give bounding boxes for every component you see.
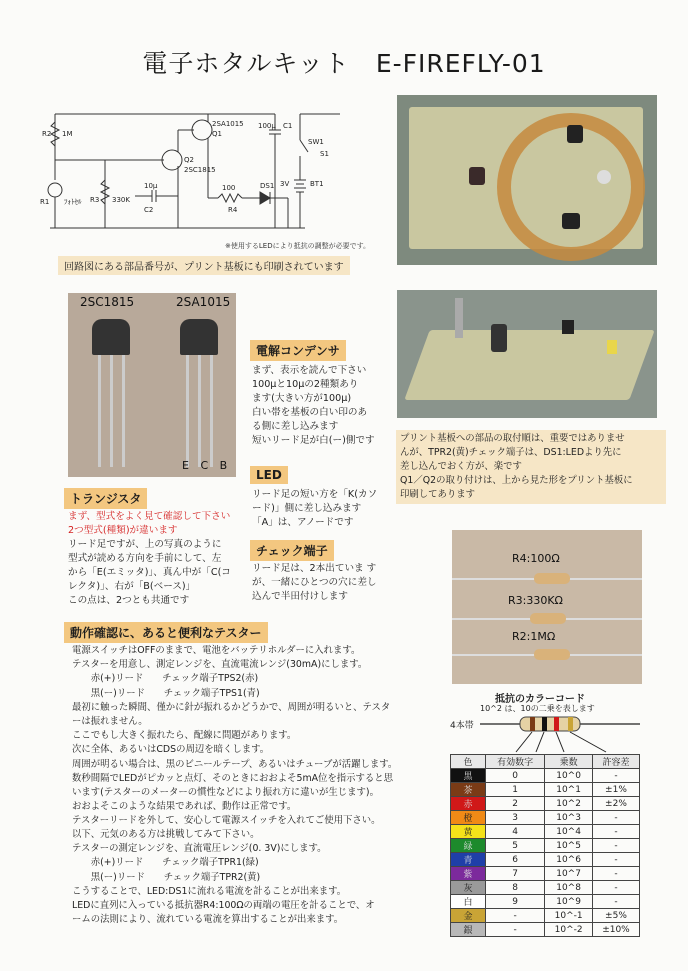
color-name-cell: 緑 (451, 839, 486, 853)
label-r3-value: 330K (112, 196, 130, 204)
tolerance-cell: - (592, 811, 639, 825)
page-title: 電子ホタルキット E-FIREFLY-01 (142, 49, 546, 78)
tester-text-2: 以下、元気のある方は挑戦してみて下さい。 テスターの測定レンジを、直流電圧レンジ(0. 3V)にします。 赤(+)リード チェック端子TPR1(緑) 黒(ー)リード チェック端子TPR2(黄) こうすることで、LED:DS1に流れる電流を計ることが出来ます。 LEDに直列に入っている抵抗器R4:100Ωの両端の電圧を計ることで、オ ームの法則により、流れている電流を算出することが出来ます。 (72, 829, 375, 926)
tolerance-cell: - (592, 881, 639, 895)
digit-cell: - (486, 923, 545, 937)
color-name-cell: 灰 (451, 881, 486, 895)
label-q2: Q2 (184, 156, 194, 164)
color-code-row (451, 797, 640, 811)
color-code-rows (451, 769, 640, 937)
led-heading: LED (250, 466, 288, 484)
label-q1-part: 2SA1015 (212, 120, 244, 128)
electrolytic-text: まず、表示を読んで下さい 100μと10μの2種類あり ます(大きい方が100μ) 白い帯を基板の白い印のあ る側に差し込みます 短いリード足が白(ー)側です (252, 365, 375, 446)
label-r4-value: 100 (222, 184, 236, 192)
digit-cell: 3 (486, 811, 545, 825)
color-name-cell: 紫 (451, 867, 486, 881)
tolerance-cell: - (592, 867, 639, 881)
transistor-heading: トランジスタ (64, 488, 147, 509)
tolerance-cell: ±10% (592, 923, 639, 937)
color-name-cell: 黒 (451, 769, 486, 783)
tolerance-cell: - (592, 769, 639, 783)
color-code-row (451, 825, 640, 839)
color-name-cell: 銀 (451, 923, 486, 937)
circuit-schematic (40, 100, 370, 250)
resistor-photo (452, 530, 642, 684)
transistor-photo (68, 293, 236, 477)
color-name-cell: 青 (451, 853, 486, 867)
label-ds1: DS1 (260, 182, 275, 190)
digit-cell: 1 (486, 783, 545, 797)
label-s1: S1 (320, 150, 329, 158)
color-code-row (451, 783, 640, 797)
color-code-row (451, 909, 640, 923)
digit-cell: 5 (486, 839, 545, 853)
resistor-band-diagram (480, 712, 640, 756)
digit-cell: 6 (486, 853, 545, 867)
board-caption: プリント基板への部品の取付順は、重要ではありませ んが、TPR2(黄)チェック端子は、DS1:LEDより先に 差し込んでおく方が、楽です Q1／Q2の取り付けは、上から見た形をプリント基板に 印刷してあります (396, 430, 666, 504)
tolerance-cell: ±5% (592, 909, 639, 923)
label-r3: R3 (90, 196, 100, 204)
label-r2-value: 1M (62, 130, 73, 138)
tester-text-1: 電源スイッチはOFFのままで、電池をバッテリホルダーに入れます。 テスターを用意し、測定レンジを、直流電流レンジ(30mA)にします。 赤(+)リード チェック端子TPS2(赤) 黒(ー)リード チェック端子TPS1(青) 最初に触った瞬間、僅かに針が振れるかどうかで、周囲が明るいと、テスタ ーは振れません。 ここでもし大きく振れたら、配線に問題があります。 次に全体、あるいはCDSの周辺を暗くします。 周囲が明るい場合は、黒のビニールテープ、あるいはチューブが活躍します。 数秒間隔でLEDがピカッと点灯、そのときにおおよそ5mA位を指示すると思 います(テスターのメーターの慣性などにより振れ方に違いが生じます)。 おおよそこのような結果であれば、動作は正常です。 テスターリードを外して、安心して電源スイッチを入れてご使用下さい。 (72, 645, 398, 827)
multiplier-cell: 10^1 (545, 783, 593, 797)
multiplier-cell: 10^0 (545, 769, 593, 783)
color-code-row (451, 881, 640, 895)
label-c2-value: 10μ (144, 182, 158, 190)
label-r1: R1 (40, 198, 50, 206)
label-q2-part: 2SC1815 (184, 166, 216, 174)
label-sw1: SW1 (308, 138, 324, 146)
check-terminal-text: リード足は、2本出ていま す が、一緒にひとつの穴に差し 込んで半田付けします (252, 563, 377, 602)
transistor-warning: まず、型式をよく見て確認して下さい 2つ型式(種類)が違います (68, 511, 231, 536)
transistor-pin-labels: E C B (182, 459, 232, 472)
label-c2: C2 (144, 206, 154, 214)
color-name-cell: 黄 (451, 825, 486, 839)
tolerance-cell: - (592, 895, 639, 909)
multiplier-cell: 10^7 (545, 867, 593, 881)
label-bt1-value: 3V (280, 180, 290, 188)
transistor-text: リード足ですが、上の写真のように 型式が読める方向を手前にして、左 から「E(エミッタ)」、真ん中が「C(コ レクタ)」、右が「B(ベース)」 この点は、2つとも共通です (68, 539, 231, 606)
label-bt1: BT1 (310, 180, 324, 188)
label-q1: Q1 (212, 130, 222, 138)
multiplier-cell: 10^8 (545, 881, 593, 895)
resistor-r3-label: R3:330KΩ (508, 594, 563, 607)
digit-cell: 8 (486, 881, 545, 895)
header-color: 色 (451, 755, 486, 769)
color-code-row (451, 867, 640, 881)
color-code-row (451, 923, 640, 937)
tolerance-cell: - (592, 853, 639, 867)
multiplier-cell: 10^9 (545, 895, 593, 909)
color-code-row (451, 895, 640, 909)
tolerance-cell: ±1% (592, 783, 639, 797)
color-code-row (451, 811, 640, 825)
pcb-top-photo (397, 95, 657, 265)
color-code-row (451, 839, 640, 853)
digit-cell: 2 (486, 797, 545, 811)
multiplier-cell: 10^-1 (545, 909, 593, 923)
tester-heading: 動作確認に、あると便利なテスター (64, 622, 268, 643)
resistor-r2-label: R2:1MΩ (512, 630, 556, 643)
header-tolerance: 許容差 (592, 755, 639, 769)
tolerance-cell: - (592, 825, 639, 839)
label-r2: R2 (42, 130, 52, 138)
color-code-row (451, 853, 640, 867)
transistor-left-label: 2SC1815 (80, 295, 135, 309)
color-name-cell: 茶 (451, 783, 486, 797)
color-name-cell: 金 (451, 909, 486, 923)
color-code-title: 抵抗のカラーコード (495, 694, 585, 705)
label-r4: R4 (228, 206, 238, 214)
multiplier-cell: 10^6 (545, 853, 593, 867)
label-c1: C1 (283, 122, 293, 130)
tolerance-cell: ±2% (592, 797, 639, 811)
label-c1-value: 100μ (258, 122, 276, 130)
led-text: リード足の短い方を「K(カソ ード)」側に差し込みます 「A」は、アノードです (252, 489, 378, 528)
header-multiplier: 乗数 (545, 755, 593, 769)
digit-cell: - (486, 909, 545, 923)
pcb-side-photo (397, 290, 657, 418)
label-r1-value: ﾌｫﾄｾﾙ (64, 198, 82, 206)
digit-cell: 9 (486, 895, 545, 909)
multiplier-cell: 10^4 (545, 825, 593, 839)
multiplier-cell: 10^3 (545, 811, 593, 825)
digit-cell: 7 (486, 867, 545, 881)
multiplier-cell: 10^2 (545, 797, 593, 811)
tolerance-cell: - (592, 839, 639, 853)
transistor-right-label: 2SA1015 (176, 295, 231, 309)
color-code-table (450, 754, 640, 937)
header-digit: 有効数字 (486, 755, 545, 769)
multiplier-cell: 10^-2 (545, 923, 593, 937)
color-code-subtitle: 10^2 は、10の二乗を表します (480, 704, 595, 713)
four-band-label: 4本帯 (450, 721, 474, 731)
color-name-cell: 白 (451, 895, 486, 909)
digit-cell: 4 (486, 825, 545, 839)
digit-cell: 0 (486, 769, 545, 783)
check-terminal-heading: チェック端子 (250, 540, 334, 561)
color-name-cell: 橙 (451, 811, 486, 825)
color-name-cell: 赤 (451, 797, 486, 811)
resistor-r4-label: R4:100Ω (512, 552, 560, 565)
schematic-note: ※使用するLEDにより抵抗の調整が必要です。 (225, 242, 371, 250)
color-code-row (451, 769, 640, 783)
circuit-caption: 回路図にある部品番号が、プリント基板にも印刷されています (58, 256, 350, 275)
multiplier-cell: 10^5 (545, 839, 593, 853)
electrolytic-heading: 電解コンデンサ (250, 340, 346, 361)
